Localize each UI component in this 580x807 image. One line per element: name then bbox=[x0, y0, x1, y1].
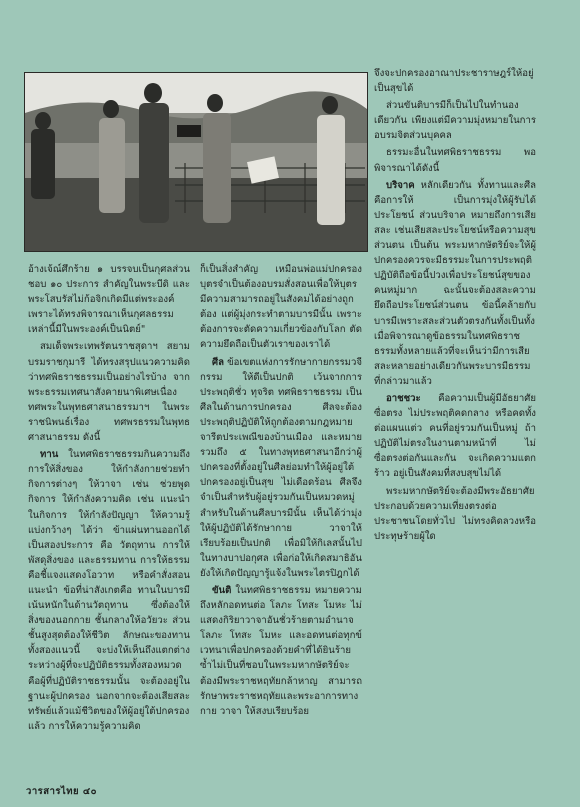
paragraph: สมเด็จพระเทพรัตนราชสุดาฯ สยามบรมราชกุมารี ได้ทรงสรุปแนวความคิดว่าทศพิธราชธรรมเป็นอย่างไรบ้าง จากพระธรรมเทศนาสังคายนาพิเศษเนื่อง ทศพระในพุทธศาสนาธรรมาฯ ในพระราชนิพนธ์เรื่อง ทศพรธรรมในพุทธศาสนาธรรม ดังนี้ bbox=[28, 341, 190, 444]
column-middle bbox=[200, 262, 362, 719]
column-left bbox=[28, 262, 190, 734]
term-lead: ศีล bbox=[212, 356, 224, 368]
term-lead: ขันติ bbox=[212, 584, 232, 596]
term-lead: อาชชวะ bbox=[386, 392, 421, 404]
folio: วารสารไทย ๔๐ bbox=[26, 786, 97, 797]
paragraph bbox=[374, 178, 536, 389]
paragraph: ก็เป็นสิ่งสำคัญ เหมือนพ่อแม่ปกครองบุตรจำเป็นต้องอบรมสั่งสอนเพื่อให้บุตรมีความสามารถอยู่ในสังคมได้อย่างถูกต้อง แต่ผู้มุ่งกระทำตามบารมีนั้น เพราะต้องการจะตัดความเกี่ยวข้องกับโลก ตัดความยึดถือเป็นตัวเราของเราได้ bbox=[200, 264, 362, 351]
paragraph-body: ในทศพิธราชธรรมกินความถึงการให้สิ่งของ ให้กำลังกายช่วยทำกิจการต่างๆ ให้วาจา เช่น ช่วยพูดกิจการ ให้กำลังความคิด เช่น แนะนำในกิจการ ให้กำลังปัญญา ให้ความรู้ แบ่งกว้างๆ ได้ว่า ข้าแผ่นทานออกได้เป็นสองประการ คือ วัตถุทาน การให้พัสดุสิ่งของ และธรรมทาน การให้ธรรม คือชี้แจงแสดงโอวาท หรือคำสั่งสอน แนะนำ ข้อที่น่าสังเกตคือ ทานในบารมี เน้นหนักในด้านวัตถุทาน ซึ่งต้องให้สิ่งของนอกกาย ชั้นกลางให้อวัยวะ ส่วนชั้นสูงสุดต้องให้ชีวิต ลักษณะของทานทั้งสองแนวนี้ จะบ่งให้เห็นถึงแตกต่างระหว่างผู้ที่จะปฏิบัติธรรมทั้งสองหมวด คือผู้ที่ปฏิบัติราชธรรมนั้น จะต้องอยู่ในฐานะผู้ปกครอง นอกจากจะต้องเสียสละทรัพย์แล้วแม้ชีวิตของให้ผู้อยู่ใต้ปกครองแล้ว การให้ความรู้ความคิด bbox=[28, 449, 190, 732]
paragraph-body: คือความเป็นผู้มีอัธยาศัยซื่อตรง ไม่ประพฤติคดกลาง หรือคดทั้งต่อแผนแต่ว คนที่อยู่รวมกันเป็นหมู่ ถ้าปฏิบัติไม่ตรงในงานตามหน้าที่ ไม่ซื่อตรงต่อกันและกัน จะเกิดความแตกร้าว อยู่เป็นสังคมที่สงบสุขไม่ได้ bbox=[374, 392, 536, 480]
paragraph-body: หลักเดียวกัน ทั้งทานและศีลคือการให้ เป็นการมุ่งให้ผู้รับได้ประโยชน์ ส่วนบริจาค หมายถึงการเสียสละ เช่นเสียสละประโยชน์หรือความสุขส่วนตน เป็นต้น พระมหากษัตริย์จะให้ผู้ปกครองควรจะมีธรรมะในการประพฤติปฏิบัติถือข้อนี้ปวงเพื่อประโยชน์สุขของคนหมู่มาก ฉะนั้นจะต้องสละความยึดถือประโยชน์ส่วนตน ข้อนี้คล้ายกับบารมีเพราะสละส่วนตัวตรงกันทั้งเป็นทั้งเมื่อพิจารณาดูข้อธรรมในทศพิธราชธรรมทั้งหลายแล้วที่จะเห็นว่ามีการเสียสละหลายอย่างเดียวกันพระบารมีธรรมที่กล่าวมาแล้ว bbox=[374, 179, 536, 387]
paragraph: พระมหากษัตริย์จะต้องมีพระอัธยาศัยประกอบด้วยความเที่ยงตรงต่อประชาชนโดยทั่วไป ไม่ทรงคิดลวงหรือประทุษร้ายผู้ใด bbox=[374, 485, 536, 542]
paragraph bbox=[28, 447, 190, 734]
column-right bbox=[374, 66, 536, 544]
paragraph: ธรรมะอื่นในทศพิธราชธรรม พอพิจารณาได้ดังนี้ bbox=[374, 147, 536, 174]
paragraph: จึงจะปกครองอาณาประชาราษฎร์ให้อยู่เป็นสุขได้ bbox=[374, 68, 534, 95]
paragraph-body: ในทศพิธราชธรรม หมายความถึงหลักอดทนต่อ โลภะ โทสะ โมหะ ไม่แสดงกิริยาวาจาอันชั่วร้ายตามอำนาจโลภะ โทสะ โมหะ และอดทนต่อทุกข์เวทนาเพื่อปกครองด้วยคำที่ได้ยินร้ายซ้ำไม่เป็นที่ชอบในพระมหากษัตริย์จะต้องมีพระราชหฤทัยกล้าหาญ สามารถรักษาพระราชหฤทัยและพระอาการทางกาย วาจา ให้สงบเรียบร้อย bbox=[200, 584, 362, 717]
paragraph bbox=[374, 391, 536, 482]
photograph-icon bbox=[25, 73, 367, 251]
paragraph bbox=[200, 355, 362, 581]
group-photograph bbox=[24, 72, 368, 252]
term-lead: บริจาค bbox=[386, 179, 415, 191]
paragraph-body: ข้อเขตแห่งการรักษากายกรรมวจีกรรม ให้ดีเป็นปกติ เว้นจากการประพฤติชั่ว ทุจริต ทศพิธราชธรรม เป็นศีลในด้านการปกครอง ศีลจะต้องประพฤติปฏิบัติให้ถูกต้องตามกฎหมายจารีตประเพณีของบ้านเมือง และหมายรวมถึง ๕ ในทางพุทธศาสนาอีกว่าผู้ปกครองที่ตั้งอยู่ในศีลย่อมทำให้ผู้อยู่ใต้ปกครองอยู่เป็นสุข ไม่เดือดร้อน ศีลจึงจำเป็นสำหรับผู้อยู่รวมกันเป็นหมวดหมู่ สำหรับในด้านศีลบารมีนั้น เห็นได้ว่ามุ่งให้ผู้ปฏิบัติได้รักษากาย วาจาให้เรียบร้อยเป็นปกติ เพื่อมิให้กิเลสนั้นไปในทางบาปอกุศล เพื่อก่อให้เกิดสมาธิอันยังให้เกิดปัญญารู้แจ้งในพระไตรปิฎกได้ bbox=[200, 356, 362, 579]
paragraph bbox=[200, 583, 362, 719]
paragraph: อ้างเจ้ณ์ศึกร้าย ๑ บรรจบเป็นกุศลส่วนชอบ ๑๐ ประการ สำคัญในพระบีดิ และพระโสบรัสไม่ก้อจิกเกิดมีแต่พระองค์เพราะได้ทรงพิจารณาเห็นกุศลธรรมเหล่านี้มีในพระองค์เป็นนิตย์" bbox=[28, 264, 190, 336]
paragraph: ส่วนขันติบารมีก็เป็นไปในทำนองเดียวกัน เพียงแต่มีความมุ่งหมายในการอบรมจิตส่วนบุคคล bbox=[374, 100, 536, 142]
term-lead: ทาน bbox=[40, 449, 59, 461]
page-footer bbox=[26, 784, 97, 799]
